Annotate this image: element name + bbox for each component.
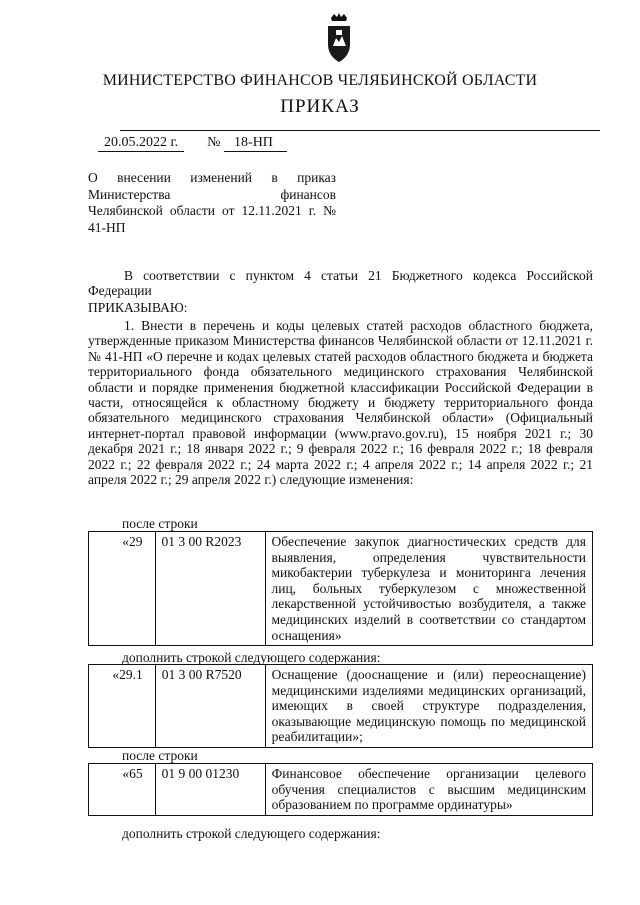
coat-of-arms-emblem (325, 12, 353, 64)
orders-heading: ПРИКАЗЫВАЮ: (88, 300, 188, 315)
add-row-label-2: дополнить строкой следующего содержания: (122, 826, 381, 841)
row-number: «29 (89, 532, 156, 646)
table-row-29 (88, 531, 593, 646)
row-description: Оснащение (дооснащение и (или) переоснащение) медицинскими изделиями медицинских организаций, имеющих в своей структуре подразделения, оказывающие медицинскую помощь по медицинской реабилитации»; (265, 665, 592, 748)
order-date: 20.05.2022 г. (98, 135, 184, 152)
row-code: 01 9 00 01230 (155, 764, 265, 816)
item-1-text: 1. Внести в перечень и коды целевых статей расходов областного бюджета, утвержденные приказом Министерства финансов Челябинской области от 12.11.2021 г. № 41-НП «О перечне и кодах целевых статей расходов областного бюджета и бюджета территориального фонда обязательного медицинского страхования Челябинской области и порядке применения бюджетной классификации Российской Федерации в части, относящейся к областному бюджету и бюджету территориального фонда обязательного медицинского страхования Челябинской области» (Официальный интернет-портал правовой информации (www.pravo.gov.ru), 15 ноября 2021 г.; 30 декабря 2021 г.; 18 января 2022 г.; 9 февраля 2022 г.; 16 февраля 2022 г.; 18 февраля 2022 г.; 22 февраля 2022 г.; 24 марта 2022 г.; 4 апреля 2022 г.; 14 апреля 2022 г.; 21 апреля 2022 г.; 29 апреля 2022 г.) следующие изменения: (88, 318, 593, 488)
subject-line: Министерства финансов (88, 186, 336, 202)
number-sign: № (207, 135, 221, 150)
after-row-label-2: после строки (122, 748, 198, 763)
preamble (88, 268, 593, 299)
subject-line: 41-НП (88, 219, 126, 235)
ministry-name: МИНИСТЕРСТВО ФИНАНСОВ ЧЕЛЯБИНСКОЙ ОБЛАСТИ (102, 72, 538, 89)
table-row-65 (88, 763, 593, 816)
date-number-row (98, 135, 287, 152)
subject-line: Челябинской области от 12.11.2021 г. № (88, 203, 336, 218)
order-subject (88, 170, 336, 236)
row-number: «65 (89, 764, 156, 816)
preamble-text: В соответствии с пунктом 4 статьи 21 Бюджетного кодекса Российской Федерации (88, 268, 593, 299)
order-number: 18-НП (224, 135, 287, 152)
header-divider (120, 130, 600, 131)
row-description: Финансовое обеспечение организации целевого обучения специалистов с высшим медицинским образованием по программе ординатуры» (265, 764, 592, 816)
row-description: Обеспечение закупок диагностических средств для выявления, определения чувствительности микобактерии туберкулеза и мониторинга лечения лиц, больных туберкулезом с множественной лекарственной устойчивостью возбудителя, а также медицинских изделий в соответствии со стандартом оснащения» (265, 532, 593, 646)
row-number: «29.1 (89, 665, 156, 748)
item-1 (88, 318, 593, 487)
row-code: 01 3 00 R7520 (155, 665, 265, 748)
add-row-label-1: дополнить строкой следующего содержания: (122, 650, 381, 665)
subject-line: О внесении изменений в приказ (88, 170, 336, 185)
document-title: ПРИКАЗ (280, 96, 360, 117)
row-code: 01 3 00 R2023 (155, 532, 265, 646)
after-row-label-1: после строки (122, 516, 198, 531)
table-row-29-1 (88, 664, 593, 748)
